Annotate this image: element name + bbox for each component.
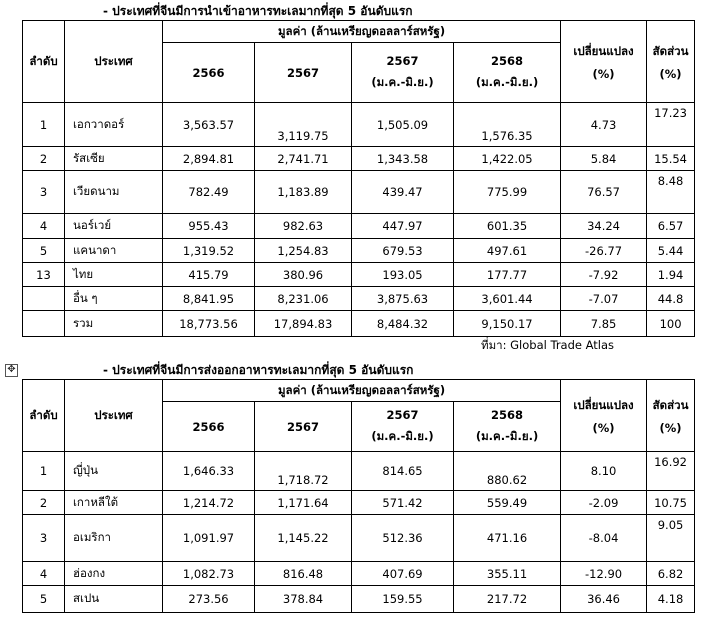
share-cell: 6.57 bbox=[647, 214, 695, 239]
table-row bbox=[23, 239, 695, 263]
period-label: (ม.ค.-มิ.ย.) bbox=[475, 74, 539, 89]
value-2567-cell: 1,183.89 bbox=[255, 171, 352, 214]
value-2566-cell: 1,091.97 bbox=[163, 515, 255, 562]
rank-cell: 5 bbox=[23, 239, 65, 263]
table-row bbox=[23, 452, 695, 491]
share-header bbox=[647, 380, 695, 452]
change-unit: (%) bbox=[592, 420, 615, 435]
value-2567-h1-cell: 193.05 bbox=[352, 263, 454, 287]
value-2567-h1-cell: 1,343.58 bbox=[352, 147, 454, 171]
value-2566-cell: 18,773.56 bbox=[163, 311, 255, 337]
value-2567-cell: 8,231.06 bbox=[255, 287, 352, 311]
table-row bbox=[23, 515, 695, 562]
table-row bbox=[23, 147, 695, 171]
period-label: (ม.ค.-มิ.ย.) bbox=[475, 428, 539, 443]
value-2567-cell: 1,254.83 bbox=[255, 239, 352, 263]
value-2568-h1-cell: 3,601.44 bbox=[454, 287, 561, 311]
value-2567-h1-cell: 679.53 bbox=[352, 239, 454, 263]
value-2567-h1-cell: 159.55 bbox=[352, 586, 454, 613]
year-2566-header: 2566 bbox=[163, 402, 255, 452]
rank-cell: 1 bbox=[23, 103, 65, 147]
year-label: 2568 bbox=[491, 53, 524, 68]
table-row bbox=[23, 103, 695, 147]
share-cell: 10.75 bbox=[647, 491, 695, 515]
share-cell: 6.82 bbox=[647, 562, 695, 586]
value-2567-cell: 1,171.64 bbox=[255, 491, 352, 515]
period-label: (ม.ค.-มิ.ย.) bbox=[371, 74, 434, 89]
change-cell: -7.07 bbox=[561, 287, 647, 311]
change-cell: 5.84 bbox=[561, 147, 647, 171]
share-cell: 44.8 bbox=[647, 287, 695, 311]
rank-cell: 2 bbox=[23, 147, 65, 171]
value-2567-h1-cell: 512.36 bbox=[352, 515, 454, 562]
change-label: เปลี่ยนแปลง bbox=[573, 397, 634, 412]
country-cell: เกาหลีใต้ bbox=[65, 491, 163, 515]
year-2567-header: 2567 bbox=[255, 43, 352, 103]
table-row bbox=[23, 491, 695, 515]
value-2567-h1-cell: 571.42 bbox=[352, 491, 454, 515]
value-2567-cell: 1,718.72 bbox=[255, 452, 352, 491]
value-2568-h1-cell: 1,422.05 bbox=[454, 147, 561, 171]
table-row bbox=[23, 586, 695, 613]
change-cell: 76.57 bbox=[561, 171, 647, 214]
country-cell: ญี่ปุ่น bbox=[65, 452, 163, 491]
year-2568-h1-header bbox=[454, 402, 561, 452]
value-2567-cell: 3,119.75 bbox=[255, 103, 352, 147]
value-2568-h1-cell: 880.62 bbox=[454, 452, 561, 491]
table-row bbox=[23, 214, 695, 239]
period-label: (ม.ค.-มิ.ย.) bbox=[371, 428, 434, 443]
value-2566-cell: 2,894.81 bbox=[163, 147, 255, 171]
import-heading: - ประเทศที่จีนมีการนำเข้าอาหารทะเลมากที่สุด 5 อันดับแรก bbox=[103, 4, 413, 18]
change-cell: 4.73 bbox=[561, 103, 647, 147]
share-cell: 16.92 bbox=[647, 452, 695, 491]
table-row bbox=[23, 287, 695, 311]
value-2567-h1-cell: 447.97 bbox=[352, 214, 454, 239]
rank-cell: 3 bbox=[23, 515, 65, 562]
share-cell: 5.44 bbox=[647, 239, 695, 263]
value-2566-cell: 415.79 bbox=[163, 263, 255, 287]
country-header: ประเทศ bbox=[65, 21, 163, 103]
rank-cell bbox=[23, 311, 65, 337]
country-cell: แคนาดา bbox=[65, 239, 163, 263]
value-2568-h1-cell: 1,576.35 bbox=[454, 103, 561, 147]
change-header bbox=[561, 380, 647, 452]
rank-cell bbox=[23, 287, 65, 311]
value-2566-cell: 1,214.72 bbox=[163, 491, 255, 515]
value-2568-h1-cell: 601.35 bbox=[454, 214, 561, 239]
change-unit: (%) bbox=[592, 66, 615, 81]
country-cell: อเมริกา bbox=[65, 515, 163, 562]
value-2566-cell: 1,082.73 bbox=[163, 562, 255, 586]
table-row bbox=[23, 562, 695, 586]
country-cell: รวม bbox=[65, 311, 163, 337]
change-header bbox=[561, 21, 647, 103]
change-cell: -12.90 bbox=[561, 562, 647, 586]
share-cell: 4.18 bbox=[647, 586, 695, 613]
value-2567-h1-cell: 3,875.63 bbox=[352, 287, 454, 311]
table-row bbox=[23, 171, 695, 214]
value-2568-h1-cell: 559.49 bbox=[454, 491, 561, 515]
year-2568-h1-header bbox=[454, 43, 561, 103]
year-label: 2567 bbox=[386, 53, 419, 68]
value-2566-cell: 273.56 bbox=[163, 586, 255, 613]
value-2568-h1-cell: 775.99 bbox=[454, 171, 561, 214]
table-row bbox=[23, 263, 695, 287]
import-table bbox=[22, 20, 695, 337]
year-2567-header: 2567 bbox=[255, 402, 352, 452]
year-label: 2568 bbox=[491, 407, 524, 422]
change-cell: -8.04 bbox=[561, 515, 647, 562]
change-label: เปลี่ยนแปลง bbox=[573, 43, 634, 58]
value-2568-h1-cell: 497.61 bbox=[454, 239, 561, 263]
year-2567-h1-header bbox=[352, 43, 454, 103]
value-2568-h1-cell: 355.11 bbox=[454, 562, 561, 586]
change-cell: -7.92 bbox=[561, 263, 647, 287]
change-cell: -2.09 bbox=[561, 491, 647, 515]
share-unit: (%) bbox=[659, 66, 682, 81]
country-cell: นอร์เวย์ bbox=[65, 214, 163, 239]
year-2566-header: 2566 bbox=[163, 43, 255, 103]
value-2566-cell: 8,841.95 bbox=[163, 287, 255, 311]
rank-cell: 5 bbox=[23, 586, 65, 613]
change-cell: 7.85 bbox=[561, 311, 647, 337]
share-header bbox=[647, 21, 695, 103]
rank-cell: 2 bbox=[23, 491, 65, 515]
move-icon[interactable]: ✥ bbox=[5, 364, 18, 377]
value-2566-cell: 1,319.52 bbox=[163, 239, 255, 263]
share-cell: 1.94 bbox=[647, 263, 695, 287]
rank-header: ลำดับ bbox=[23, 21, 65, 103]
change-cell: -26.77 bbox=[561, 239, 647, 263]
share-cell: 9.05 bbox=[647, 515, 695, 562]
year-label: 2567 bbox=[386, 407, 419, 422]
value-2567-cell: 378.84 bbox=[255, 586, 352, 613]
country-cell: รัสเซีย bbox=[65, 147, 163, 171]
value-2567-h1-cell: 814.65 bbox=[352, 452, 454, 491]
value-2567-cell: 17,894.83 bbox=[255, 311, 352, 337]
share-label: สัดส่วน bbox=[652, 43, 689, 58]
country-cell: เวียดนาม bbox=[65, 171, 163, 214]
value-2566-cell: 3,563.57 bbox=[163, 103, 255, 147]
rank-cell: 4 bbox=[23, 562, 65, 586]
value-2568-h1-cell: 177.77 bbox=[454, 263, 561, 287]
share-cell: 17.23 bbox=[647, 103, 695, 147]
value-2567-h1-cell: 1,505.09 bbox=[352, 103, 454, 147]
share-label: สัดส่วน bbox=[652, 397, 689, 412]
share-cell: 15.54 bbox=[647, 147, 695, 171]
value-2567-cell: 380.96 bbox=[255, 263, 352, 287]
value-2566-cell: 1,646.33 bbox=[163, 452, 255, 491]
country-cell: เอกวาดอร์ bbox=[65, 103, 163, 147]
value-2566-cell: 955.43 bbox=[163, 214, 255, 239]
country-cell: อื่น ๆ bbox=[65, 287, 163, 311]
share-cell: 100 bbox=[647, 311, 695, 337]
value-2567-h1-cell: 439.47 bbox=[352, 171, 454, 214]
country-cell: ไทย bbox=[65, 263, 163, 287]
rank-cell: 4 bbox=[23, 214, 65, 239]
country-cell: สเปน bbox=[65, 586, 163, 613]
value-2567-cell: 2,741.71 bbox=[255, 147, 352, 171]
change-cell: 36.46 bbox=[561, 586, 647, 613]
export-heading: - ประเทศที่จีนมีการส่งออกอาหารทะเลมากที่สุด 5 อันดับแรก bbox=[103, 363, 414, 377]
value-2566-cell: 782.49 bbox=[163, 171, 255, 214]
value-2568-h1-cell: 217.72 bbox=[454, 586, 561, 613]
export-table bbox=[22, 379, 695, 613]
value-2567-h1-cell: 8,484.32 bbox=[352, 311, 454, 337]
value-2568-h1-cell: 471.16 bbox=[454, 515, 561, 562]
rank-cell: 1 bbox=[23, 452, 65, 491]
share-cell: 8.48 bbox=[647, 171, 695, 214]
share-unit: (%) bbox=[659, 420, 682, 435]
value-header: มูลค่า (ล้านเหรียญดอลลาร์สหรัฐ) bbox=[163, 21, 561, 43]
country-header: ประเทศ bbox=[65, 380, 163, 452]
change-cell: 34.24 bbox=[561, 214, 647, 239]
value-header: มูลค่า (ล้านเหรียญดอลลาร์สหรัฐ) bbox=[163, 380, 561, 402]
rank-cell: 13 bbox=[23, 263, 65, 287]
rank-cell: 3 bbox=[23, 171, 65, 214]
country-cell: ฮ่องกง bbox=[65, 562, 163, 586]
change-cell: 8.10 bbox=[561, 452, 647, 491]
value-2568-h1-cell: 9,150.17 bbox=[454, 311, 561, 337]
table-row bbox=[23, 311, 695, 337]
source-note: ที่มา: Global Trade Atlas bbox=[481, 338, 615, 352]
value-2567-cell: 1,145.22 bbox=[255, 515, 352, 562]
value-2567-cell: 816.48 bbox=[255, 562, 352, 586]
value-2567-h1-cell: 407.69 bbox=[352, 562, 454, 586]
rank-header: ลำดับ bbox=[23, 380, 65, 452]
year-2567-h1-header bbox=[352, 402, 454, 452]
value-2567-cell: 982.63 bbox=[255, 214, 352, 239]
